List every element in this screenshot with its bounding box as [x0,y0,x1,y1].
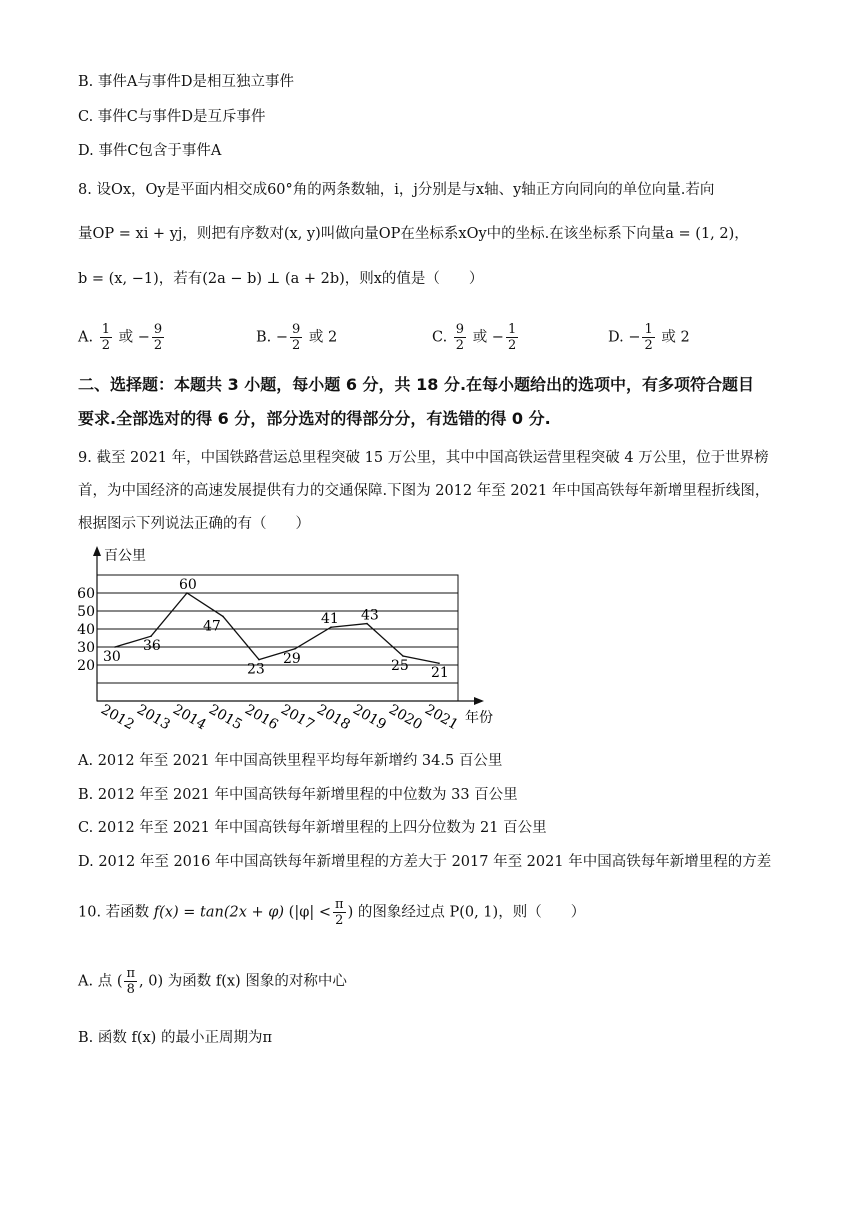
q8-option-d: D. − $\frac{1}{2}$ 或 2 [608,322,690,353]
chart-series-line [115,593,439,663]
q10-option-a: A. 点 ( $\frac{\pi}{8}$ , 0) 为函数 f(x) 图象的对称中心 [78,966,347,997]
q10-option-b: B. 函数 f(x) 的最小正周期为π [78,1030,272,1046]
chart-data-label: 36 [143,638,161,655]
chart-x-tick-label: 2015 [206,701,245,734]
chart-x-tick-label: 2017 [278,701,317,734]
q8-option-c: C. $\frac{9}{2}$ 或 − $\frac{1}{2}$ [432,322,517,353]
q8-stem-line1: 8. 设Ox，Oy是平面内相交成60°角的两条数轴，i，j分别是与x轴、y轴正方向同向的单位向量.若向 [78,182,715,198]
chart-x-tick-label: 2020 [386,701,425,734]
q9-option-c: C. 2012 年至 2021 年中国高铁每年新增里程的上四分位数为 21 百公里 [78,820,547,836]
chart-x-tick-label: 2014 [170,701,209,734]
chart-y-tick-label: 30 [77,640,95,656]
chart-x-ticks [98,702,461,734]
chart-data-label: 41 [321,611,339,628]
chart-y-tick-label: 40 [77,622,95,638]
q9-stem-line2: 首，为中国经济的高速发展提供有力的交通保障.下图为 2012 年至 2021 年中国高铁每年新增里程折线图， [78,483,770,499]
chart-data-point [222,616,224,618]
chart-data-point [150,635,152,637]
chart-x-axis-arrow [474,697,484,705]
q10-stem: 10. 若函数 f(x) = tan(2x + φ) (|φ| < $\frac{\pi}{2}$ ) 的图象经过点 P(0, 1)，则（ ） [78,897,586,928]
q8-option-b: B. − $\frac{9}{2}$ 或 2 [256,322,338,353]
chart-x-tick-label: 2018 [314,701,353,734]
chart-x-tick-label: 2021 [422,701,461,734]
chart-x-tick-label: 2016 [242,701,281,734]
section2-heading-line2: 要求.全部选对的得 6 分，部分选对的得部分分，有选错的得 0 分. [78,409,551,428]
q9-option-d: D. 2012 年至 2016 年中国高铁每年新增里程的方差大于 2017 年至 2021 年中国高铁每年新增里程的方差 [78,854,772,870]
chart-data-label: 47 [203,618,221,635]
chart-data-point [114,646,116,648]
q9-stem-line3: 根据图示下列说法正确的有（ ） [78,516,310,532]
chart-data-point [294,648,296,650]
chart-y-axis-arrow [93,546,101,556]
chart-x-tick-label: 2013 [134,701,173,734]
chart-series [114,592,440,664]
chart-data-label: 21 [431,665,449,682]
chart-y-tick-label: 50 [77,604,95,620]
section2-heading-line1: 二、选择题：本题共 3 小题，每小题 6 分，共 18 分.在每小题给出的选项中，有多项符合题目 [78,375,755,394]
chart-data-label: 43 [361,607,379,624]
chart-data-label: 30 [103,649,121,665]
line-chart [70,540,510,740]
chart-x-axis-label: 年份 [465,710,493,726]
q7-option-c: C. 事件C与事件D是互斥事件 [78,109,266,125]
chart-y-tick-label: 60 [77,586,95,602]
chart-data-point [402,655,404,657]
chart-data-label: 29 [283,650,301,667]
chart-axes [93,546,484,705]
q7-option-d: D. 事件C包含于事件A [78,143,222,159]
chart-data-label: 60 [179,577,197,593]
chart-data-point [258,659,260,661]
chart-data-label: 25 [391,658,409,674]
q7-option-b: B. 事件A与事件D是相互独立事件 [78,74,294,90]
q9-stem-line1: 9. 截至 2021 年，中国铁路营运总里程突破 15 万公里，其中中国高铁运营里程突破 4 万公里，位于世界榜 [78,450,769,466]
q8-option-a: A. $\frac{1}{2}$ 或 − $\frac{9}{2}$ [78,322,163,353]
chart-y-tick-label: 20 [77,658,95,674]
q8-stem-line2: 量OP = xi + yj，则把有序数对(x, y)叫做向量OP在坐标系xOy中的坐标.在该坐标系下向量a = (1, 2)， [78,226,749,242]
chart-x-tick-label: 2012 [98,701,137,734]
q9-option-a: A. 2012 年至 2021 年中国高铁里程平均每年新增约 34.5 百公里 [78,753,503,769]
chart-data-label: 23 [247,661,265,678]
chart-data-point [438,662,440,664]
q9-option-b: B. 2012 年至 2021 年中国高铁每年新增里程的中位数为 33 百公里 [78,787,518,803]
q8-stem-line3: b = (x, −1)，若有(2a − b) ⊥ (a + 2b)，则x的值是（ ） [78,271,484,287]
chart-y-axis-label: 百公里 [104,548,146,564]
chart-x-tick-label: 2019 [350,701,389,734]
chart-y-ticks [77,586,95,674]
